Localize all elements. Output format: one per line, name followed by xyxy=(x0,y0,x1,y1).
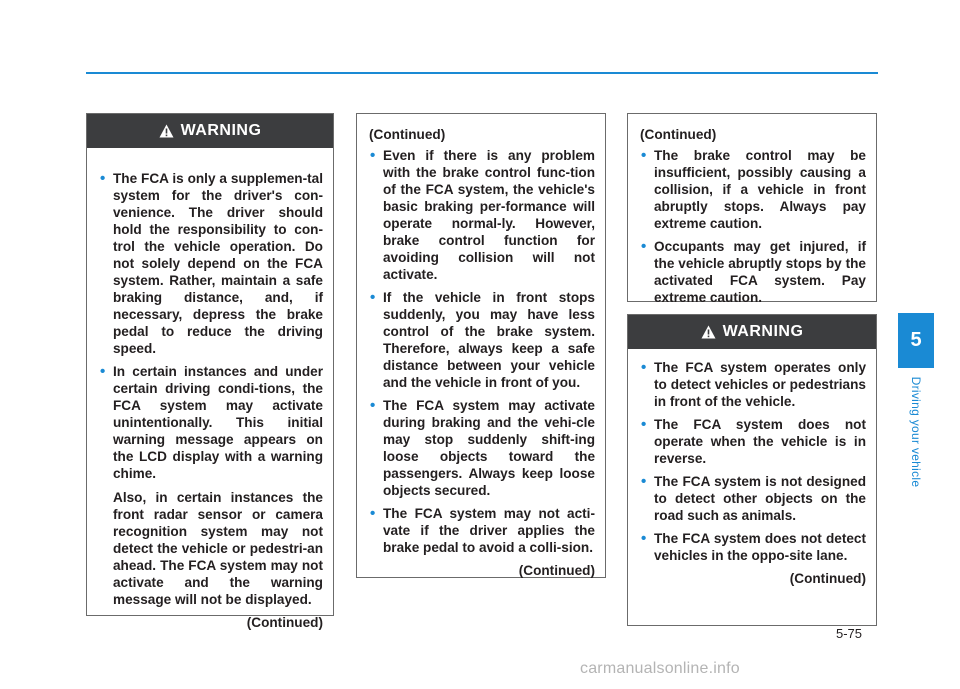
bullet-item xyxy=(99,170,323,357)
warning-title: WARNING xyxy=(180,122,262,139)
bullet-list xyxy=(369,147,595,556)
bullet-item xyxy=(640,147,866,232)
continued-box-2 xyxy=(356,113,606,578)
bullet-paragraph: The FCA system does not detect vehicles in the oppo-site lane. xyxy=(654,531,866,563)
bullet-dot-icon: • xyxy=(370,397,376,414)
bullet-paragraph: Also, in certain instances the front radar sensor or camera recognition system may not detect the vehicle or pedestri-an ahead. The FCA system may not activate and the warning message will not be displayed. xyxy=(113,490,323,607)
bullet-dot-icon: • xyxy=(370,147,376,164)
bullet-item xyxy=(369,289,595,391)
col1-content xyxy=(87,148,333,608)
warning-triangle-icon xyxy=(701,325,716,339)
continued-label: (Continued) xyxy=(640,127,717,142)
bullet-paragraph: The FCA system is not designed to detect other objects on the road such as animals. xyxy=(654,474,866,523)
bullet-item xyxy=(640,238,866,306)
col3-bottom-content xyxy=(628,349,876,564)
bullet-list xyxy=(640,147,866,306)
col2-list xyxy=(369,147,595,556)
bullet-item xyxy=(369,397,595,499)
warning-box-2 xyxy=(627,314,877,626)
page-number: 5-75 xyxy=(836,626,863,641)
watermark: carmanualsonline.info xyxy=(580,660,740,677)
continued-box-3 xyxy=(627,113,877,305)
bullet-dot-icon: • xyxy=(370,505,376,522)
continued-label: (Continued) xyxy=(518,563,595,578)
top-rule xyxy=(86,72,878,74)
bullet-paragraph: The FCA system does not operate when the vehicle is in reverse. xyxy=(654,417,866,466)
col3-top-list xyxy=(640,147,866,306)
bullet-paragraph: The FCA system operates only to detect vehicles or pedestrians in front of the vehicle. xyxy=(654,360,866,409)
bullet-dot-icon: • xyxy=(641,530,647,547)
bullet-list xyxy=(99,170,323,608)
chapter-number: 5 xyxy=(910,329,922,351)
bullet-item xyxy=(99,363,323,608)
chapter-title: Driving your vehicle xyxy=(909,376,923,488)
bullet-paragraph: In certain instances and under certain driving condi-tions, the FCA system may activate unintentionally. This initial warning message appears on the LCD display with a warning chime. xyxy=(113,364,323,481)
warning-title: WARNING xyxy=(722,323,804,340)
continued-label: (Continued) xyxy=(369,127,446,142)
bullet-item xyxy=(369,505,595,556)
bullet-item xyxy=(640,473,866,524)
bullet-item xyxy=(369,147,595,283)
bullet-dot-icon: • xyxy=(641,416,647,433)
bullet-paragraph: The brake control may be insufficient, possibly causing a collision, if a vehicle in front abruptly stops. Always pay extreme caution. xyxy=(654,148,866,231)
bullet-dot-icon: • xyxy=(641,147,647,164)
bullet-item xyxy=(640,416,866,467)
bullet-dot-icon: • xyxy=(641,473,647,490)
bullet-paragraph: The FCA system may activate during braking and the vehi-cle may stop suddenly shift-ing loose objects toward the passengers. Always keep loose objects secured. xyxy=(383,398,595,498)
bullet-paragraph: The FCA is only a supplemen-tal system for the driver's con-venience. The driver should hold the responsibility to con-trol the vehicle operation. Do not solely depend on the FCA system. Rather, maintain a safe braking distance, and, if necessary, depress the brake pedal to reduce the driving speed. xyxy=(113,171,323,356)
bullet-dot-icon: • xyxy=(370,289,376,306)
col3-top-content xyxy=(628,114,876,306)
bullet-paragraph: Occupants may get injured, if the vehicle abruptly stops by the activated FCA system. Pay extreme caution. xyxy=(654,239,866,305)
continued-label: (Continued) xyxy=(789,571,866,586)
warning-triangle-icon xyxy=(159,124,174,138)
bullet-dot-icon: • xyxy=(100,170,106,187)
bullet-list xyxy=(640,359,866,564)
col2-content xyxy=(357,114,605,556)
continued-label: (Continued) xyxy=(246,615,323,630)
bullet-item xyxy=(640,359,866,410)
chapter-tab[interactable] xyxy=(898,313,934,368)
warning-header xyxy=(628,315,876,349)
bullet-paragraph: Even if there is any problem with the brake control func-tion of the FCA system, the vehicle's basic braking per-formance will operate normal-ly. However, brake control function for avoiding collision will not activate. xyxy=(383,148,595,282)
bullet-paragraph: If the vehicle in front stops suddenly, you may have less control of the brake system. Therefore, always keep a safe distance between your vehicle and the vehicle in front of you. xyxy=(383,290,595,390)
bullet-dot-icon: • xyxy=(100,363,106,380)
bullet-dot-icon: • xyxy=(641,359,647,376)
bullet-dot-icon: • xyxy=(641,238,647,255)
warning-header xyxy=(87,114,333,148)
bullet-paragraph: The FCA system may not acti-vate if the driver applies the brake pedal to avoid a colli-sion. xyxy=(383,506,595,555)
warning-box-1 xyxy=(86,113,334,630)
bullet-item xyxy=(640,530,866,564)
